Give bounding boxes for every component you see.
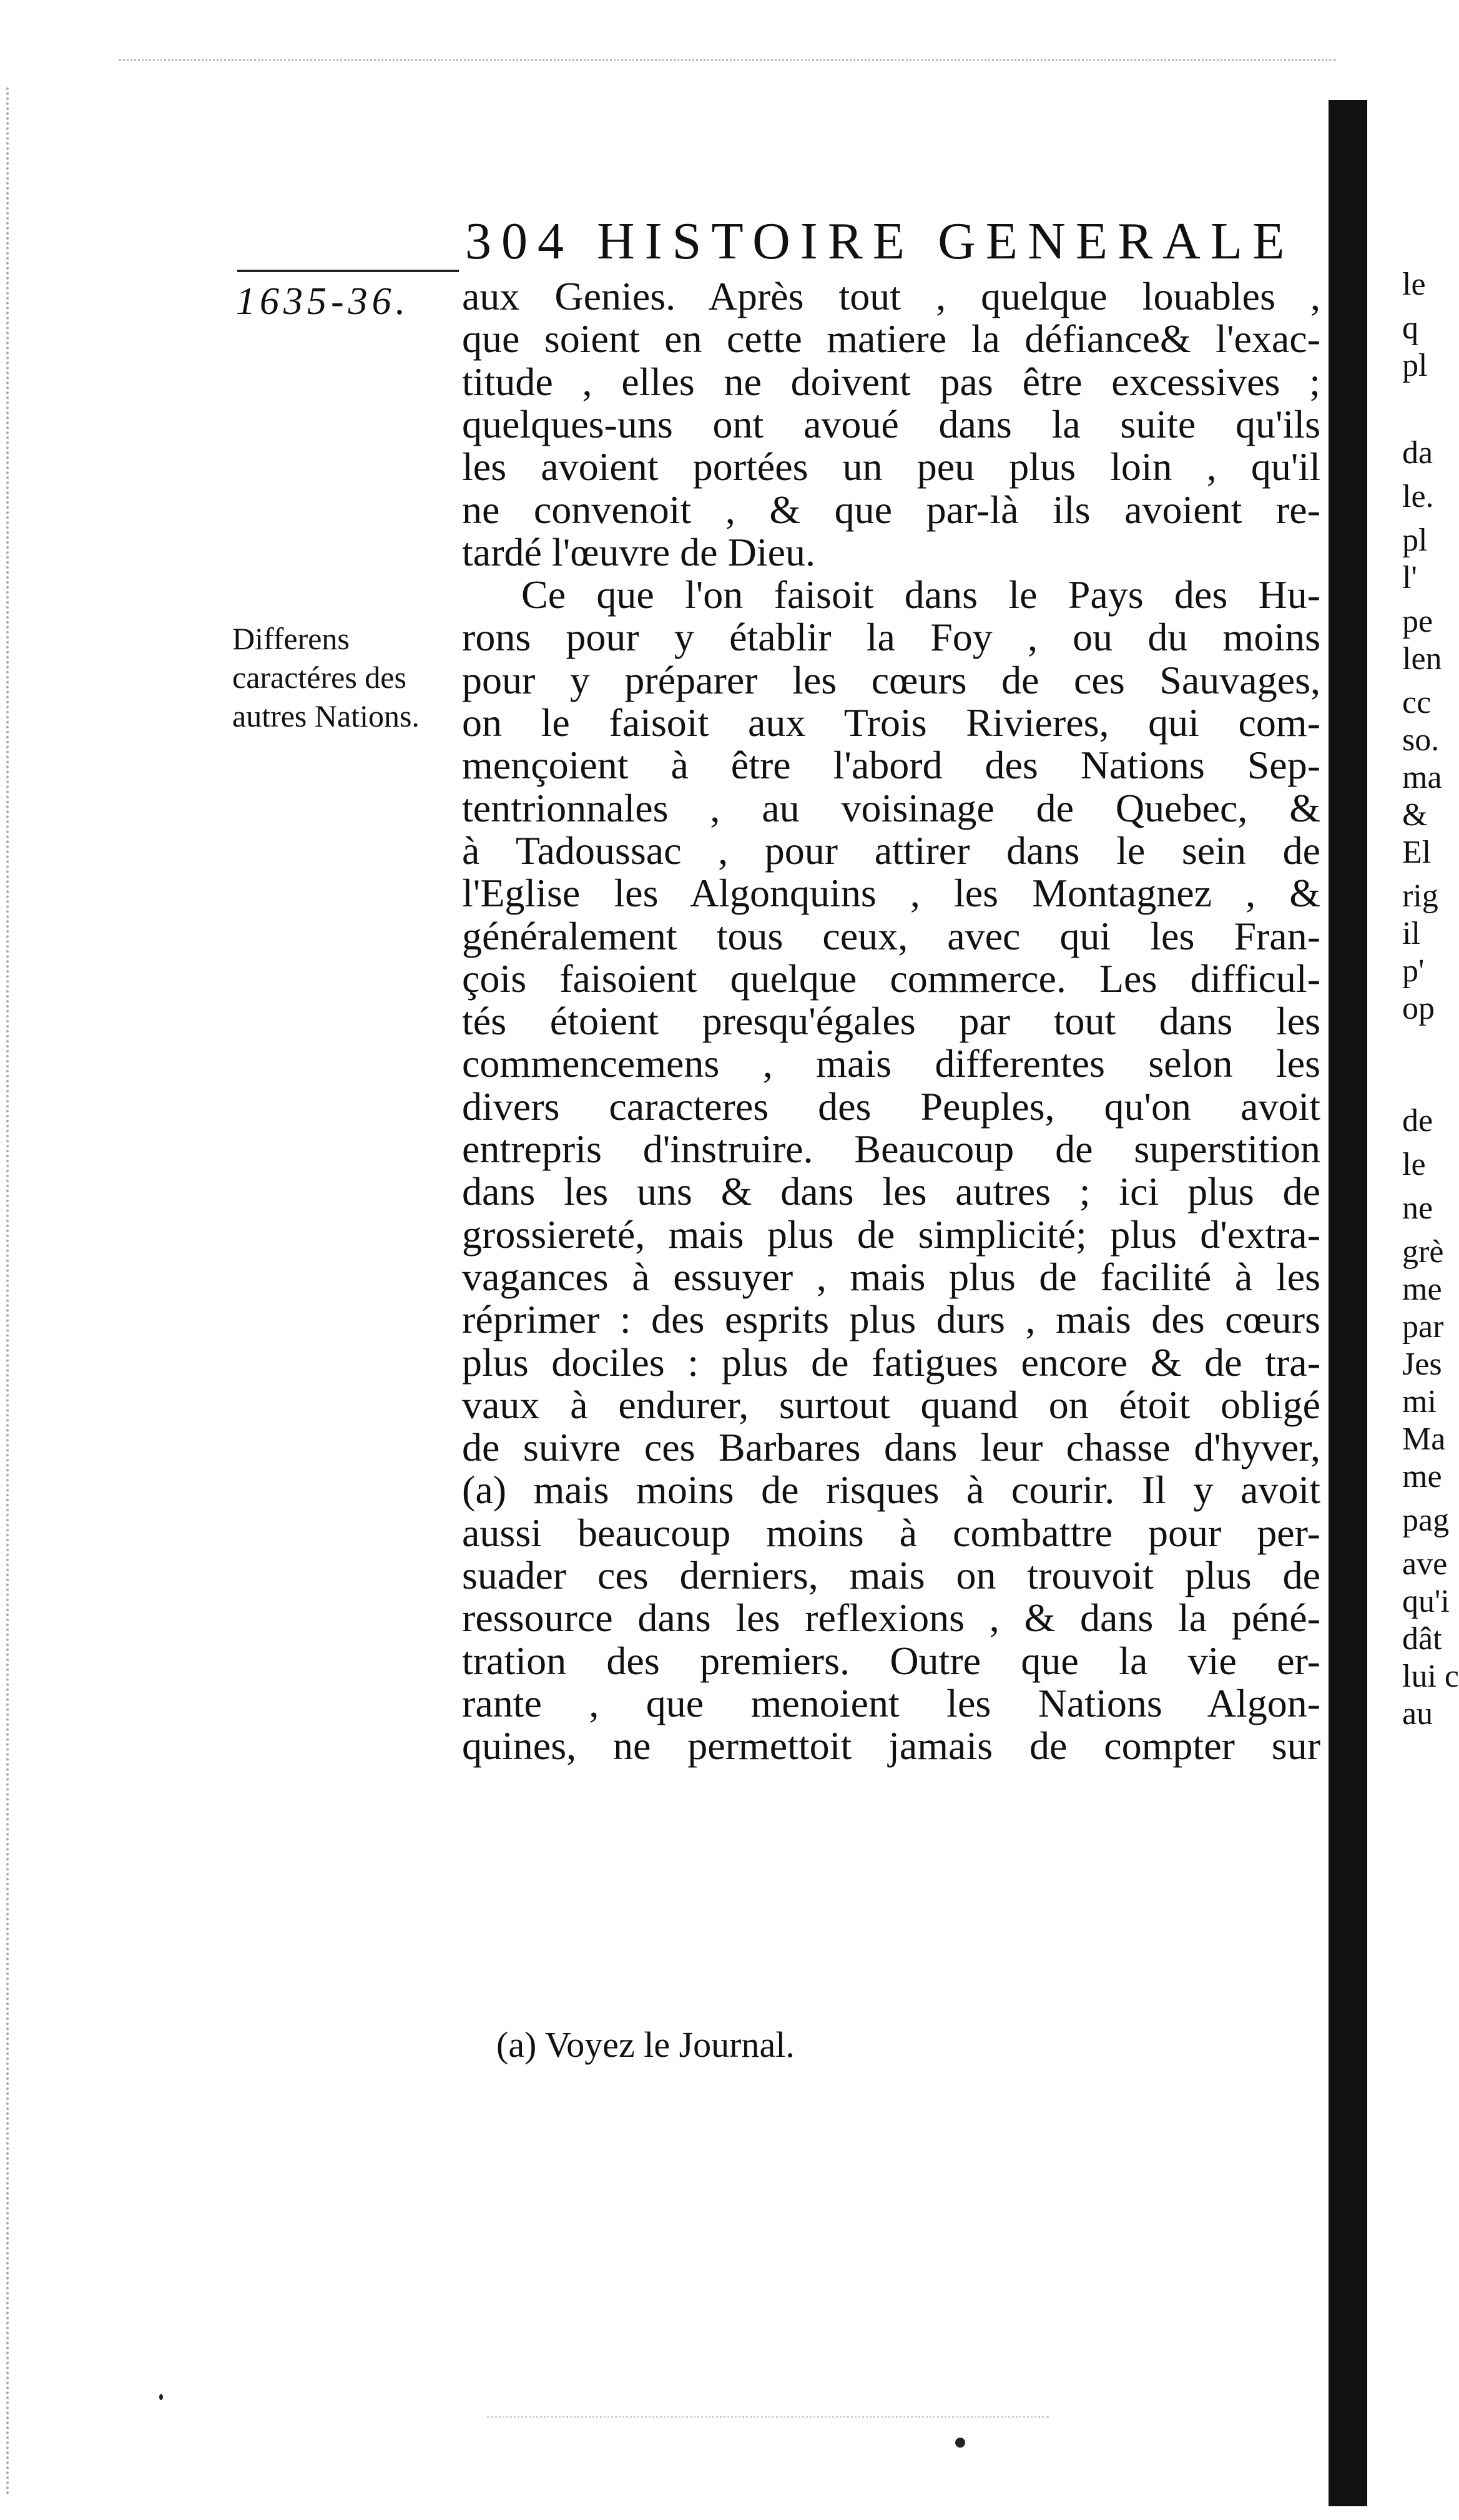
body-line: les avoient portées un peu plus loin , qu'il [462,444,1320,489]
marginal-rule [237,270,459,272]
adjacent-page-text: dât [1402,1621,1442,1657]
body-line: tardé l'œuvre de Dieu. [462,529,815,574]
body-line: vagances à essuyer , mais plus de facilité à les [462,1254,1320,1299]
year-marker: 1635-36. [236,280,410,323]
body-line: commencemens , mais differentes selon les [462,1041,1320,1086]
body-line: Ce que l'on faisoit dans le Pays des Hu- [521,572,1320,617]
left-page-edge [6,87,11,2497]
body-line: titude , elles ne doivent pas être excessives ; [462,359,1320,404]
adjacent-page-text: l' [1402,560,1417,596]
body-line: à Tadoussac , pour attirer dans le sein de [462,828,1320,873]
adjacent-page-text: p' [1402,953,1425,989]
adjacent-page-text: rig [1402,878,1438,914]
body-line: çois faisoient quelque commerce. Les difficul- [462,956,1320,1001]
adjacent-page-text: ma [1402,760,1442,795]
body-line: aux Genies. Après tout , quelque louables , [462,274,1320,318]
body-line: que soient en cette matiere la défiance& l'exac- [462,316,1320,361]
ink-speck [955,2438,965,2448]
body-line: on le faisoit aux Trois Rivieres, qui com- [462,700,1320,745]
body-line: rante , que menoient les Nations Algon- [462,1680,1320,1725]
adjacent-page-text: ne [1402,1190,1433,1226]
adjacent-page-fragment [1367,100,1459,2509]
body-line: divers caracteres des Peuples, qu'on avoit [462,1084,1320,1129]
adjacent-page-text: le [1402,1147,1426,1182]
adjacent-page-text: len [1402,641,1442,677]
body-line: l'Eglise les Algonquins , les Montagnez , & [462,871,1320,916]
adjacent-page-text: q [1402,310,1418,346]
body-line: grossiereté, mais plus de simplicité; plus d'extra- [462,1212,1320,1257]
adjacent-page-text: qu'i [1402,1584,1450,1619]
adjacent-page-text: grè [1402,1234,1444,1270]
adjacent-page-text: cc [1402,685,1432,720]
adjacent-page-text: le. [1402,479,1434,514]
body-line: entrepris d'instruire. Beaucoup de superstition [462,1127,1320,1171]
adjacent-page-text: pl [1402,348,1428,383]
body-line: aussi beaucoup moins à combattre pour per- [462,1510,1320,1555]
body-line: tés étoient presqu'égales par tout dans les [462,999,1320,1044]
adjacent-page-text: lui c [1402,1659,1459,1694]
adjacent-page-text: mi [1402,1384,1437,1419]
body-line: réprimer : des esprits plus durs , mais des cœurs [462,1297,1320,1342]
body-line: plus dociles : plus de fatigues encore & de tra- [462,1340,1320,1385]
adjacent-page-text: le [1402,267,1426,302]
adjacent-page-text: Jes [1402,1346,1442,1382]
adjacent-page-text: me [1402,1272,1442,1307]
adjacent-page-text: au [1402,1696,1433,1732]
body-line: ressource dans les reflexions , & dans la péné- [462,1596,1320,1640]
adjacent-page-text: & [1402,797,1428,833]
body-line: (a) mais moins de risques à courir. Il y avoit [462,1468,1320,1512]
body-line: généralement tous ceux, avec qui les Fran- [462,913,1320,958]
adjacent-page-text: me [1402,1459,1442,1494]
body-line: pour y préparer les cœurs de ces Sauvages, [462,657,1320,702]
body-line: rons pour y établir la Foy , ou du moins [462,615,1320,660]
body-line: mençoient à être l'abord des Nations Sep- [462,743,1320,788]
body-line: ne convenoit , & que par-là ils avoient re- [462,487,1320,532]
adjacent-page-text: de [1402,1103,1433,1139]
adjacent-page-text: Ma [1402,1421,1446,1457]
top-edge-specks [119,59,1336,61]
body-line: de suivre ces Barbares dans leur chasse d'hyver, [462,1425,1320,1470]
bottom-edge-specks [487,2416,1049,2418]
adjacent-page-text: El [1402,835,1432,870]
body-line: suader ces derniers, mais on trouvoit plus de [462,1553,1320,1597]
adjacent-page-text: so. [1402,722,1440,758]
body-line: dans les uns & dans les autres ; ici plus de [462,1169,1320,1214]
adjacent-page-text: par [1402,1309,1444,1345]
body-line: tration des premiers. Outre que la vie er- [462,1638,1320,1683]
margin-note: Differens caractéres des autres Nations. [232,621,420,733]
adjacent-page-text: ave [1402,1546,1448,1582]
footnote: (a) Voyez le Journal. [496,2024,795,2065]
adjacent-page-text: op [1402,991,1435,1026]
ink-speck [159,2394,163,2400]
body-line: quelques-uns ont avoué dans la suite qu'ils [462,401,1320,446]
page-gutter-shadow [1329,100,1367,2506]
adjacent-page-text: pag [1402,1503,1450,1538]
adjacent-page-text: il [1402,916,1420,951]
adjacent-page-text: pe [1402,604,1433,639]
body-line: vaux à endurer, surtout quand on étoit obligé [462,1382,1320,1427]
running-header: 304 HISTOIRE GENERALE [465,212,1295,270]
body-line: tentrionnales , au voisinage de Quebec, & [462,785,1320,830]
adjacent-page-text: da [1402,435,1433,471]
adjacent-page-text: pl [1402,522,1428,558]
body-line: quines, ne permettoit jamais de compter sur [462,1723,1320,1768]
